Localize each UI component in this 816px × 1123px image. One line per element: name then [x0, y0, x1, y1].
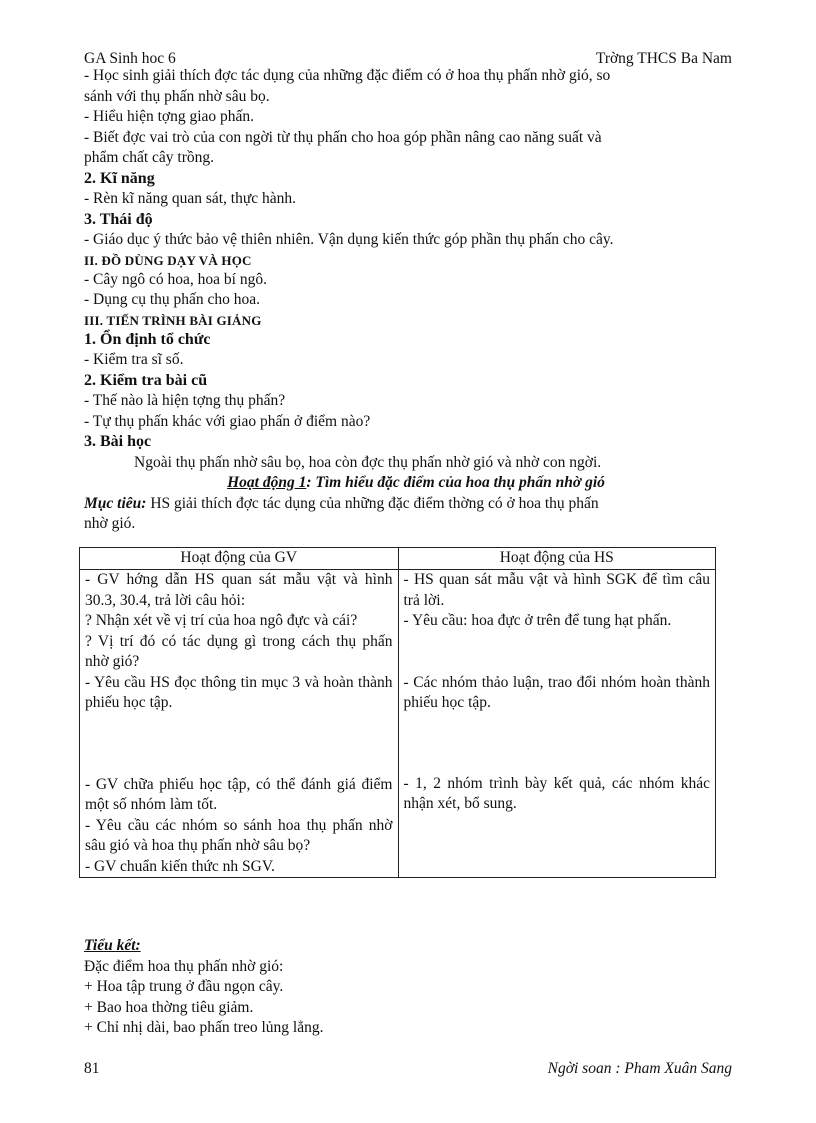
summary-line: + Hoa tập trung ở đầu ngọn cây. [84, 978, 284, 995]
attitude-line: - Giáo dục ý thức bảo vệ thiên nhiên. Vận dụng kiến thức góp phần thụ phấn cho cây. [84, 231, 614, 248]
check-line: - Thế nào là hiện tợng thụ phấn? [84, 392, 286, 409]
attitude-heading: 3. Thái độ [84, 210, 153, 228]
goal-text: HS giải thích đợc tác dụng của những đặc điểm thờng có ở hoa thụ phấn [146, 494, 599, 512]
table-row [80, 570, 716, 878]
activity-title-text: : Tìm hiểu đặc điểm của hoa thụ phấn nhờ gió [306, 474, 605, 491]
check-heading: 2. Kiểm tra bài cũ [84, 371, 208, 389]
summary-section [84, 936, 748, 1039]
materials-line: - Dụng cụ thụ phấn cho hoa. [84, 291, 261, 308]
materials-line: - Cây ngô có hoa, hoa bí ngô. [84, 270, 267, 288]
stabilize-heading: 1. Ổn định tổ chức [84, 330, 211, 348]
activity-goal-cont: nhờ gió. [84, 515, 136, 532]
check-line: - Tự thụ phấn khác với giao phấn ở điểm nào? [84, 412, 371, 430]
gv-item: - Yêu cầu các nhóm so sánh hoa thụ phấn nhờ sâu gió và hoa thụ phấn nhờ sâu bọ? [85, 816, 393, 854]
intro-line: - Biết đợc vai trò của con ngời từ thụ phấn cho hoa góp phần nâng cao năng suất và [84, 128, 602, 146]
materials-heading: II. ĐỒ DÙNG DẠY VÀ HỌC [84, 252, 252, 268]
lesson-content [84, 66, 748, 535]
gv-item: ? Vị trí đó có tác dụng gì trong cách thụ phấn nhờ gió? [85, 632, 393, 670]
lesson-intro: Ngoài thụ phấn nhờ sâu bọ, hoa còn đợc thụ phấn nhờ gió và nhờ con ngời. [134, 453, 602, 471]
intro-line: sánh với thụ phấn nhờ sâu bọ. [84, 87, 270, 105]
intro-line: - Học sinh giải thích đợc tác dụng của những đặc điểm có ở hoa thụ phấn nhờ gió, so [84, 67, 611, 84]
lesson-heading: 3. Bài học [84, 433, 152, 450]
gv-item: - GV hớng dẫn HS quan sát mẫu vật và hình 30.3, 30.4, trả lời câu hỏi: [85, 571, 393, 609]
summary-title: Tiểu kết: [84, 937, 141, 954]
skills-heading: 2. Kĩ năng [84, 169, 155, 187]
hs-item: - Các nhóm thảo luận, trao đổi nhóm hoàn thành phiếu học tập. [403, 673, 710, 711]
goal-label: Mục tiêu: [84, 494, 147, 512]
col-header-hs: Hoạt động của HS [398, 548, 716, 570]
gv-item: - GV chuẩn kiến thức nh SGV. [85, 857, 275, 875]
hs-item: - 1, 2 nhóm trình bày kết quả, các nhóm khác nhận xét, bổ sung. [403, 774, 710, 812]
page-footer [84, 1059, 732, 1081]
intro-line: - Hiểu hiện tợng giao phấn. [84, 108, 255, 125]
gv-item: - Yêu cầu HS đọc thông tin mục 3 và hoàn thành phiếu học tập. [85, 673, 393, 711]
process-heading: III. TIẾN TRÌNH BÀI GIẢNG [84, 312, 262, 328]
gv-item: - GV chữa phiếu học tập, có thể đánh giá điểm một số nhóm làm tốt. [85, 775, 393, 813]
page-number: 81 [84, 1060, 100, 1077]
col-header-gv: Hoạt động của GV [80, 548, 399, 570]
hs-item: - HS quan sát mẫu vật và hình SGK để tìm câu trả lời. [403, 571, 710, 609]
hs-cell [398, 570, 716, 878]
summary-line: + Bao hoa thờng tiêu giảm. [84, 998, 254, 1016]
activity-goal [84, 494, 748, 515]
activity-title [84, 473, 748, 494]
gv-item: ? Nhận xét về vị trí của hoa ngô đực và cái? [85, 612, 358, 629]
stabilize-line: - Kiểm tra sĩ số. [84, 351, 184, 368]
header-school: Trờng THCS Ba Nam [595, 50, 732, 67]
activity-table [79, 547, 716, 878]
hs-item: - Yêu cầu: hoa đực ở trên để tung hạt phấn. [403, 612, 672, 629]
activity-label: Hoạt động 1 [227, 474, 307, 491]
intro-line: phẩm chất cây trồng. [84, 149, 214, 166]
footer-author: Ngời soan : Pham Xuân Sang [547, 1060, 732, 1077]
skills-line: - Rèn kĩ năng quan sát, thực hành. [84, 190, 297, 207]
summary-line: + Chỉ nhị dài, bao phấn treo lủng lẳng. [84, 1019, 324, 1036]
header-subject: GA Sinh hoc 6 [84, 50, 176, 67]
gv-cell [80, 570, 399, 878]
summary-line: Đặc điểm hoa thụ phấn nhờ gió: [84, 957, 284, 975]
